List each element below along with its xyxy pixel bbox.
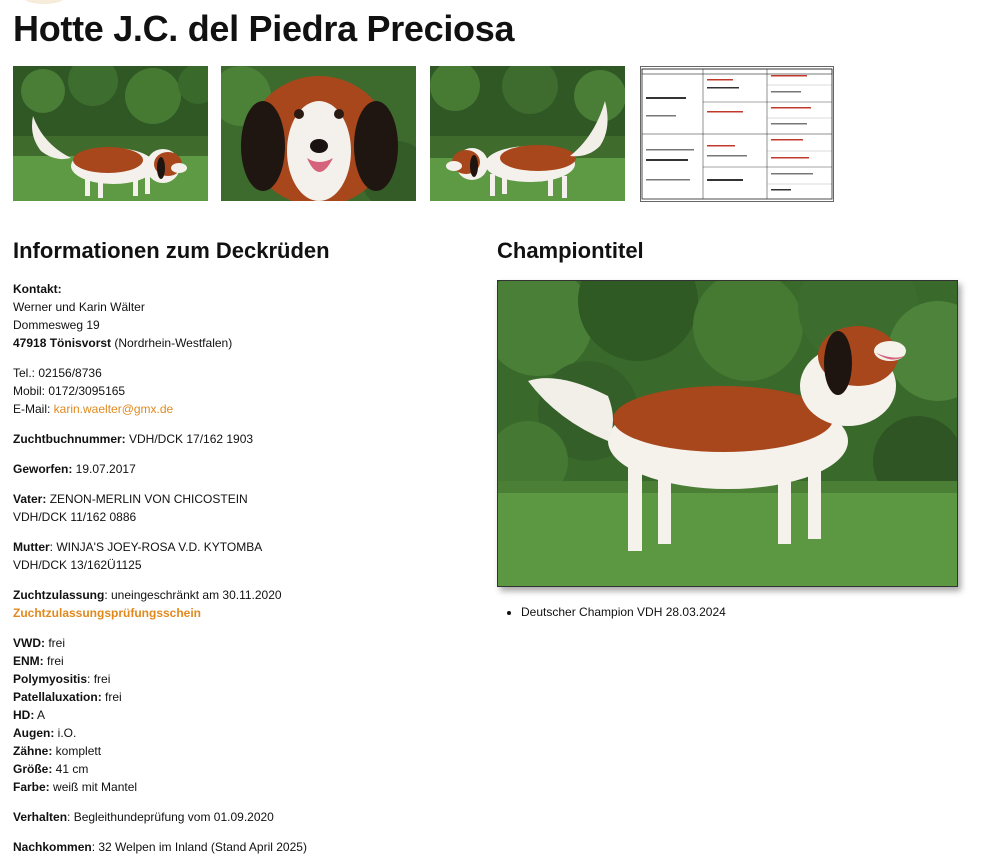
health-label: Polymyositis	[13, 672, 88, 686]
tel: Tel.: 02156/8736	[13, 366, 102, 380]
gallery-photo-dog-side-right[interactable]	[13, 66, 208, 201]
approval-label: Zuchtzulassung	[13, 588, 105, 602]
sire-label: Vater:	[13, 492, 47, 506]
offspring-label: Nachkommen	[13, 840, 92, 854]
contact-city: 47918 Tönisvorst	[13, 336, 112, 350]
studbook-value: VDH/DCK 17/162 1903	[125, 432, 254, 446]
dam-value: : WINJA'S JOEY-ROSA V.D. KYTOMBA	[49, 540, 263, 554]
health-value: frei	[43, 654, 64, 668]
phone-block	[13, 364, 473, 418]
studbook-number	[13, 430, 473, 448]
champion-heading: Championtitel	[497, 238, 644, 263]
sire	[13, 490, 473, 526]
health-value: weiß mit Mantel	[49, 780, 138, 794]
behavior-label: Verhalten	[13, 810, 68, 824]
offspring	[13, 838, 473, 856]
studbook-label: Zuchtbuchnummer:	[13, 432, 126, 446]
dam-label: Mutter	[13, 540, 50, 554]
approval-certificate-link[interactable]: Zuchtzulassungsprüfungsschein	[13, 606, 202, 620]
health-label: Farbe:	[13, 780, 50, 794]
birth-value: 19.07.2017	[72, 462, 136, 476]
behavior-value: : Begleithundeprüfung vom 01.09.2020	[67, 810, 274, 824]
contact-street: Dommesweg 19	[13, 318, 100, 332]
health-value: 41 cm	[52, 762, 89, 776]
health-label: Größe:	[13, 762, 53, 776]
champion-title-list	[497, 603, 726, 621]
health-label: ENM:	[13, 654, 44, 668]
health-value: frei	[45, 636, 66, 650]
stud-info-section	[13, 280, 473, 868]
gallery-photo-dog-head[interactable]	[221, 66, 416, 201]
contact-label: Kontakt:	[13, 282, 62, 296]
health-value: i.O.	[54, 726, 77, 740]
contact-block	[13, 280, 473, 352]
behavior	[13, 808, 473, 826]
health-label: Zähne:	[13, 744, 53, 758]
decorative-ornament	[24, 0, 64, 4]
email-label: E-Mail:	[13, 402, 54, 416]
birth-date	[13, 460, 473, 478]
email-link[interactable]: karin.waelter@gmx.de	[53, 402, 174, 416]
mobile: Mobil: 0172/3095165	[13, 384, 126, 398]
health-value: A	[34, 708, 46, 722]
health-value: : frei	[87, 672, 111, 686]
sire-value: ZENON-MERLIN VON CHICOSTEIN	[46, 492, 248, 506]
champion-title-item: • Deutscher Champion VDH 28.03.2024	[521, 603, 726, 621]
health-value: komplett	[52, 744, 102, 758]
champion-photo[interactable]	[497, 280, 958, 587]
contact-region: (Nordrhein-Westfalen)	[111, 336, 233, 350]
health-value: frei	[101, 690, 122, 704]
health-label: Patellaluxation:	[13, 690, 102, 704]
approval-value: : uneingeschränkt am 30.11.2020	[104, 588, 282, 602]
gallery-photo-dog-side-left[interactable]	[430, 66, 625, 201]
dam	[13, 538, 473, 574]
contact-name: Werner und Karin Wälter	[13, 300, 145, 314]
gallery-pedigree-document[interactable]	[640, 66, 834, 202]
health-results	[13, 634, 473, 796]
info-heading: Informationen zum Deckrüden	[13, 238, 330, 263]
birth-label: Geworfen:	[13, 462, 73, 476]
breeding-approval	[13, 586, 473, 622]
health-label: VWD:	[13, 636, 45, 650]
health-label: Augen:	[13, 726, 55, 740]
health-label: HD:	[13, 708, 35, 722]
page-title: Hotte J.C. del Piedra Preciosa	[13, 8, 515, 49]
sire-registration: VDH/DCK 11/162 0886	[13, 510, 137, 524]
dam-registration: VDH/DCK 13/162Ü1125	[13, 558, 142, 572]
offspring-value: : 32 Welpen im Inland (Stand April 2025)	[91, 840, 307, 854]
